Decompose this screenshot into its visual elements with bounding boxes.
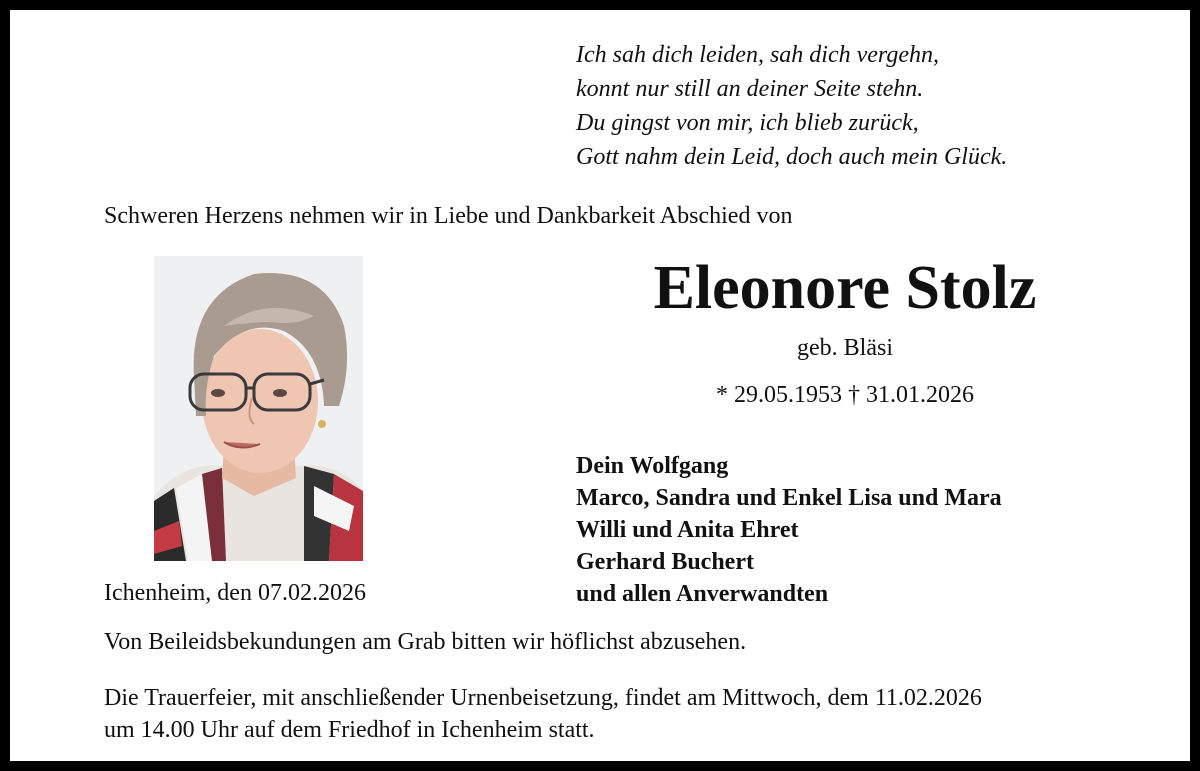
poem-line: Ich sah dich leiden, sah dich vergehn,: [576, 42, 940, 68]
mourners-list: [576, 450, 1002, 610]
poem-line: Gott nahm dein Leid, doch auch mein Glück.: [576, 144, 1008, 170]
funeral-line: um 14.00 Uhr auf dem Friedhof in Ichenheim statt.: [104, 717, 595, 743]
portrait-illustration: [154, 256, 363, 561]
obituary-notice: [10, 10, 1190, 761]
mourner-line: und allen Anverwandten: [576, 581, 829, 607]
place-and-date: Ichenheim, den 07.02.2026: [104, 580, 366, 606]
mourner-line: Willi und Anita Ehret: [576, 517, 799, 543]
intro-text: Schweren Herzens nehmen wir in Liebe und Dankbarkeit Abschied von: [104, 203, 793, 229]
poem-line: Du gingst von mir, ich blieb zurück,: [576, 110, 919, 136]
mourner-line: Gerhard Buchert: [576, 549, 754, 575]
portrait-photo: [154, 256, 363, 561]
funeral-line: Die Trauerfeier, mit anschließender Urnenbeisetzung, findet am Mittwoch, dem 11.02.2026: [104, 685, 982, 711]
mourner-line: Marco, Sandra und Enkel Lisa und Mara: [576, 485, 1002, 511]
condolence-note: Von Beileidsbekundungen am Grab bitten wir höflichst abzusehen.: [104, 629, 747, 655]
poem-line: konnt nur still an deiner Seite stehn.: [576, 76, 924, 102]
maiden-name: geb. Bläsi: [797, 335, 893, 361]
funeral-announcement: [104, 682, 982, 746]
mourner-line: Dein Wolfgang: [576, 453, 729, 479]
deceased-name: Eleonore Stolz: [653, 254, 1037, 322]
poem: [576, 38, 1007, 174]
life-dates: * 29.05.1953 † 31.01.2026: [716, 382, 974, 408]
